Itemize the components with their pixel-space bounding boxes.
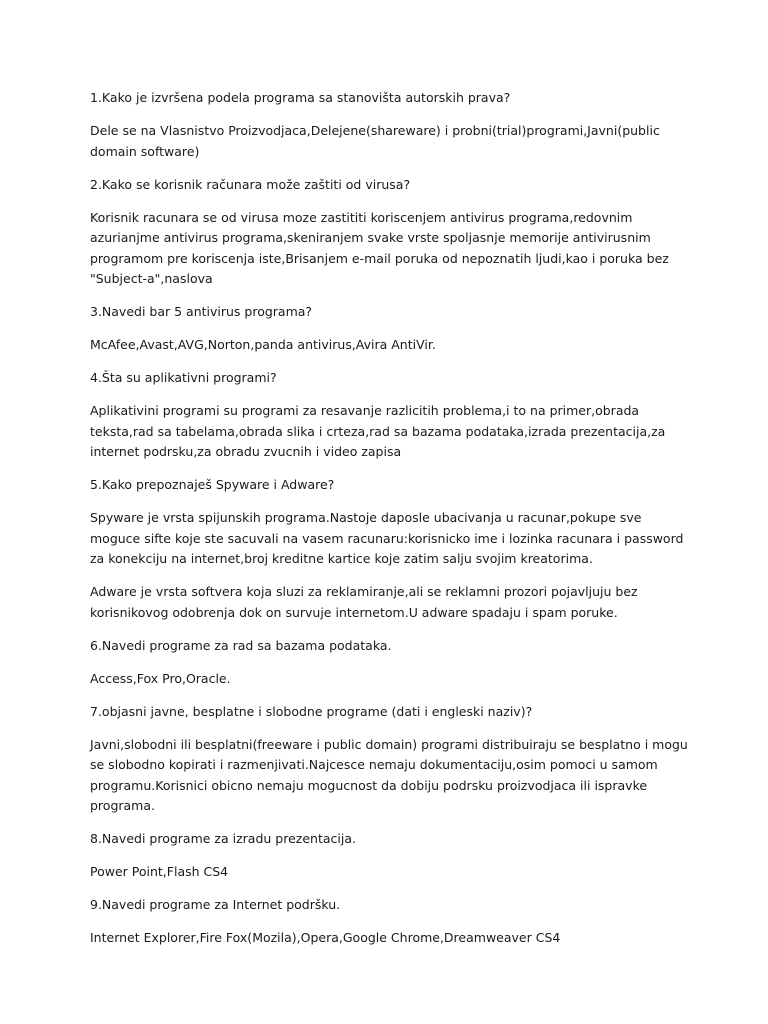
question-8: 8.Navedi programe za izradu prezentacija.	[90, 831, 356, 846]
question-2: 2.Kako se korisnik računara može zaštiti od virusa?	[90, 176, 411, 192]
question-9: 9.Navedi programe za Internet podršku.	[90, 897, 341, 912]
answer-2: Korisnik racunara se od virusa moze zastititi koriscenjem antivirus programa,redovnim azurianjme antivirus programa,skeniranjem svake vrste spoljasnje memorije antivirusnim programom pre koriscenja iste,Brisanjem e-mail poruka od nepoznatih ljudi,kao i poruka bez "Subject-a",naslova	[90, 209, 669, 286]
answer-3: McAfee,Avast,AVG,Norton,panda antivirus,Avira AntiVir.	[90, 337, 436, 352]
answer-1: Dele se na Vlasnistvo Proizvodjaca,Delejene(shareware) i probni(trial)programi,Javni(public domain software)	[90, 123, 660, 159]
question-3: 3.Navedi bar 5 antivirus programa?	[90, 304, 313, 319]
answer-5-spyware: Spyware je vrsta spijunskih programa.Nastoje daposle ubacivanja u racunar,pokupe sve moguce sifte koje ste sacuvali na vasem racunaru:korisnicko ime i lozinka racunara i password za konekciju na internet,broj kreditne kartice koje zatim salju svojim kreatorima.	[90, 510, 684, 566]
question-5: 5.Kako prepoznaješ Spyware i Adware?	[90, 477, 335, 492]
document-body	[90, 88, 690, 961]
answer-8: Power Point,Flash CS4	[90, 864, 229, 879]
answer-4: Aplikativini programi su programi za resavanje razlicitih problema,i to na primer,obrada teksta,rad sa tabelama,obrada slika i crteza,rad sa bazama podataka,izrada prezentacija,za internet podrsku,za obradu zvucnih i video zapisa	[90, 403, 666, 459]
answer-5-adware: Adware je vrsta softvera koja sluzi za reklamiranje,ali se reklamni prozori pojavljuju bez korisnikovog odobrenja dok on survuje internetom.U adware spadaju i spam poruke.	[90, 584, 638, 620]
answer-6: Access,Fox Pro,Oracle.	[90, 670, 231, 686]
question-6: 6.Navedi programe za rad sa bazama podataka.	[90, 637, 392, 653]
question-1: 1.Kako je izvršena podela programa sa stanovišta autorskih prava?	[90, 90, 511, 105]
question-4: 4.Šta su aplikativni programi?	[90, 370, 277, 385]
answer-9: Internet Explorer,Fire Fox(Mozila),Opera,Google Chrome,Dreamweaver CS4	[90, 930, 561, 945]
answer-7: Javni,slobodni ili besplatni(freeware i public domain) programi distribuiraju se besplatno i mogu se slobodno kopirati i razmenjivati.Najcesce nemaju dokumentaciju,osim pomoci u samom programu.Korisnici obicno nemaju mogucnost da dobiju podrsku proizvodjaca ili ispravke programa.	[90, 736, 688, 813]
question-7: 7.objasni javne, besplatne i slobodne programe (dati i engleski naziv)?	[90, 703, 533, 719]
